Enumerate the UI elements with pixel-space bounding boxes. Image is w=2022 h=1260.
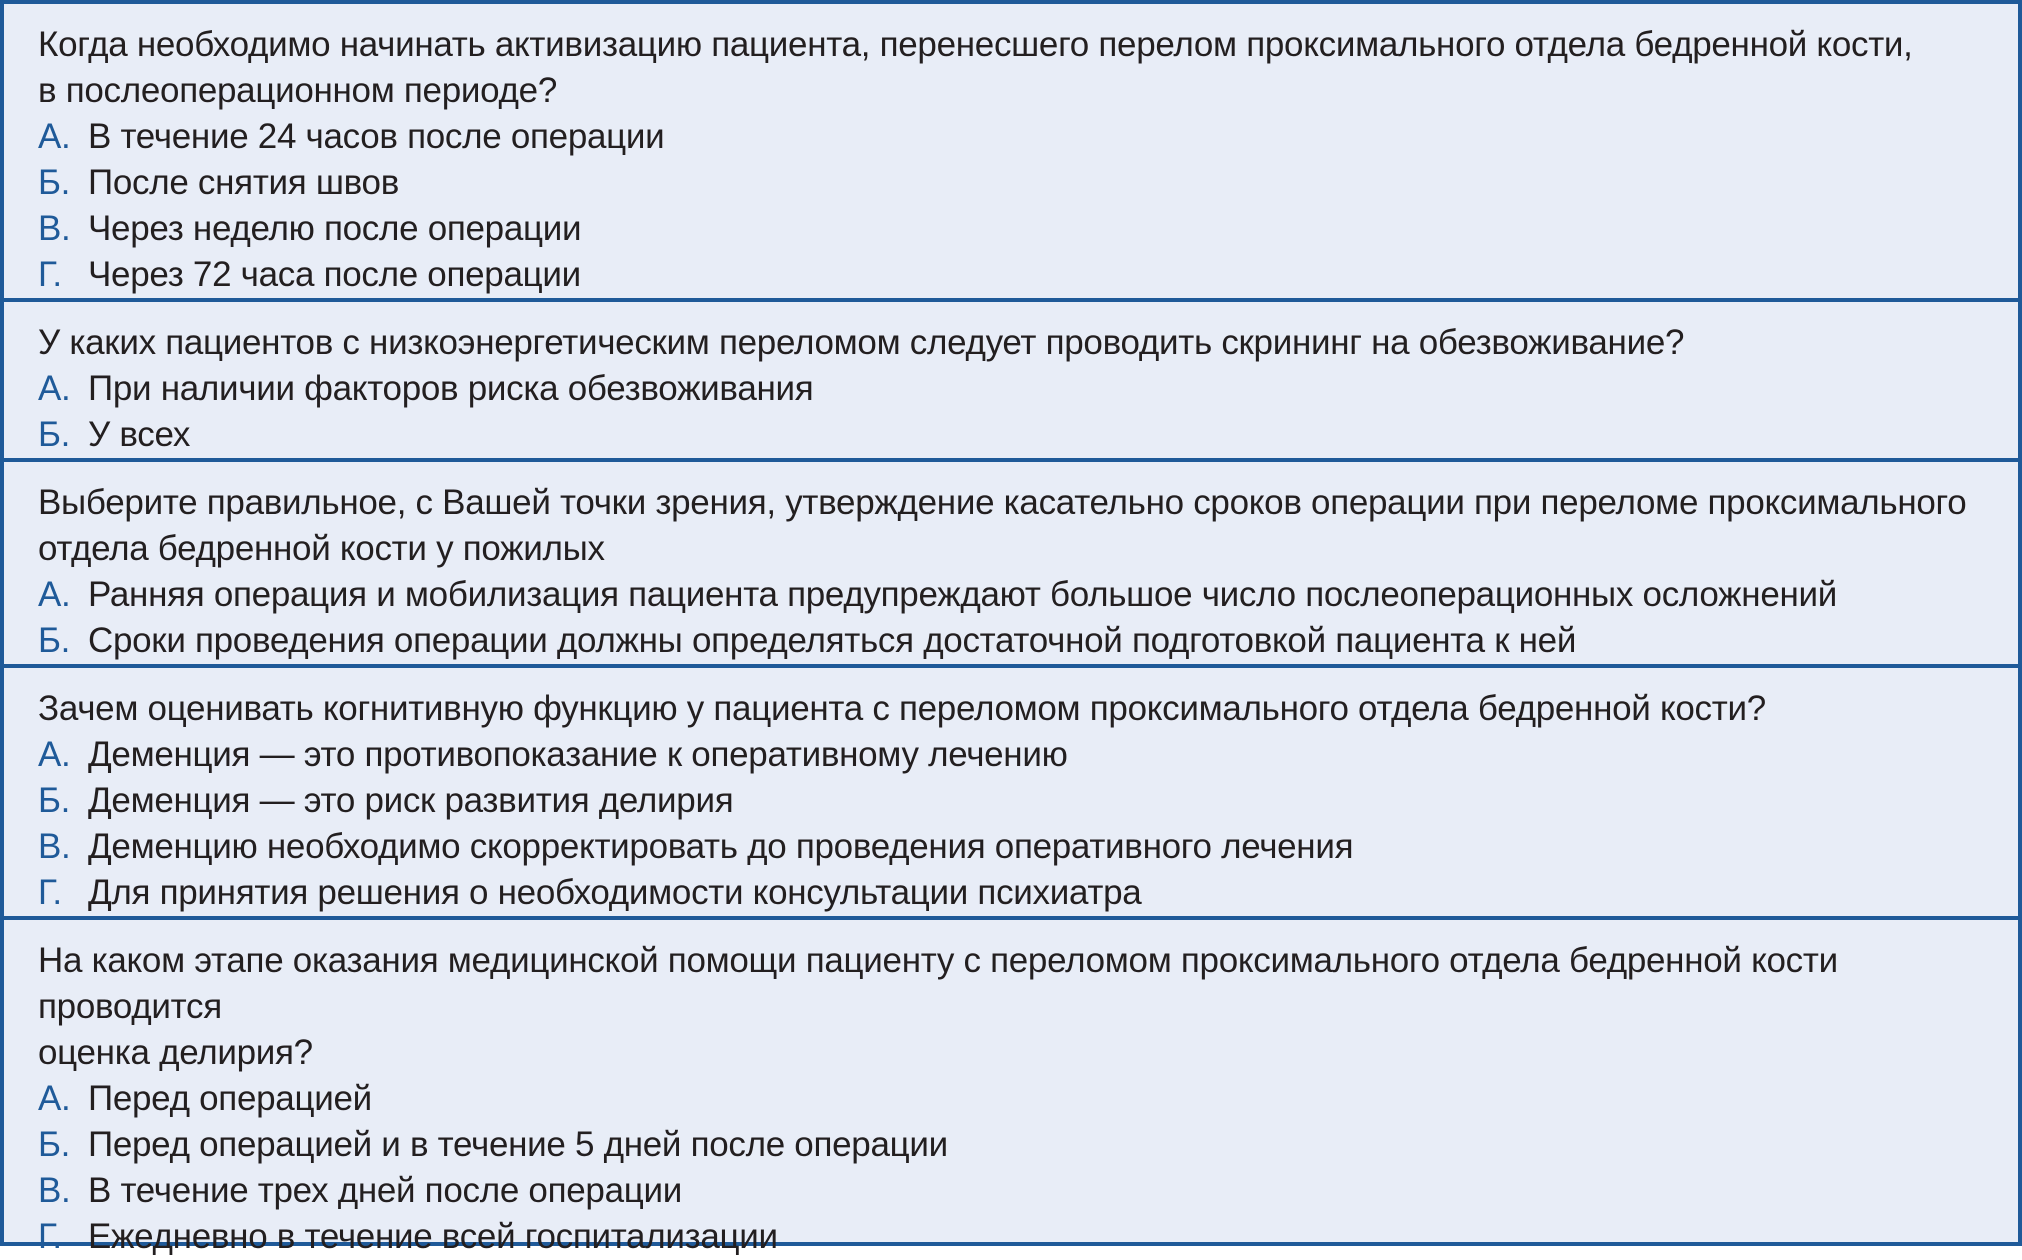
- answer-options: [38, 1076, 1988, 1260]
- option-letter: А.: [38, 369, 71, 408]
- answer-option: [38, 1122, 1988, 1168]
- answer-option: [38, 366, 1988, 412]
- answer-option: [38, 1168, 1988, 1214]
- answer-option: [38, 824, 1988, 870]
- option-letter: А.: [38, 735, 71, 774]
- answer-option: [38, 572, 1988, 618]
- option-text: Деменцию необходимо скорректировать до проведения оперативного лечения: [88, 827, 1354, 866]
- answer-option: [38, 778, 1988, 824]
- option-text: Перед операцией и в течение 5 дней после операции: [88, 1125, 948, 1164]
- answer-options: [38, 114, 1988, 298]
- option-letter: Б.: [38, 1125, 71, 1164]
- question-text: У каких пациентов с низкоэнергетическим переломом следует проводить скрининг на обезвоживание?: [38, 323, 1685, 362]
- option-text: При наличии факторов риска обезвоживания: [88, 369, 814, 408]
- question-text: Зачем оценивать когнитивную функцию у пациента с переломом проксимального отдела бедренной кости?: [38, 689, 1766, 728]
- option-text: Деменция — это риск развития делирия: [88, 781, 734, 820]
- option-letter: А.: [38, 575, 71, 614]
- option-letter: В.: [38, 827, 71, 866]
- question-block-5: [4, 916, 2018, 1260]
- option-letter: А.: [38, 117, 71, 156]
- answer-options: [38, 366, 1988, 458]
- answer-options: [38, 572, 1988, 664]
- option-letter: А.: [38, 1079, 71, 1118]
- answer-option: [38, 870, 1988, 916]
- question-text: Когда необходимо начинать активизацию пациента, перенесшего перелом проксимального отдела бедренной кости, в послеоперационном периоде?: [38, 25, 1913, 110]
- question-text: На каком этапе оказания медицинской помощи пациенту с переломом проксимального отдела бедренной кости проводится оценка делирия?: [38, 941, 1838, 1072]
- option-letter: Б.: [38, 621, 71, 660]
- option-text: В течение трех дней после операции: [88, 1171, 682, 1210]
- option-text: Через неделю после операции: [88, 209, 582, 248]
- option-text: Через 72 часа после операции: [88, 255, 581, 294]
- answer-option: [38, 252, 1988, 298]
- option-letter: Б.: [38, 163, 71, 202]
- option-text: После снятия швов: [88, 163, 400, 202]
- option-text: Ежедневно в течение всей госпитализации: [88, 1217, 778, 1256]
- option-letter: Г.: [38, 873, 62, 912]
- option-text: Для принятия решения о необходимости консультации психиатра: [88, 873, 1142, 912]
- answer-option: [38, 114, 1988, 160]
- answer-option: [38, 732, 1988, 778]
- option-text: Перед операцией: [88, 1079, 372, 1118]
- question-block-4: [4, 664, 2018, 916]
- option-text: У всех: [88, 415, 191, 454]
- question-block-2: [4, 298, 2018, 458]
- option-letter: Г.: [38, 1217, 62, 1256]
- question-text: Выберите правильное, с Вашей точки зрения, утверждение касательно сроков операции при переломе проксимального отдела бедренной кости у пожилых: [38, 483, 1967, 568]
- option-letter: Б.: [38, 781, 71, 820]
- answer-option: [38, 206, 1988, 252]
- answer-option: [38, 412, 1988, 458]
- question-block-3: [4, 458, 2018, 664]
- option-text: Ранняя операция и мобилизация пациента предупреждают большое число послеоперационных осложнений: [88, 575, 1838, 614]
- answer-option: [38, 160, 1988, 206]
- option-text: Сроки проведения операции должны определяться достаточной подготовкой пациента к ней: [88, 621, 1577, 660]
- question-block-1: [4, 4, 2018, 298]
- answer-option: [38, 618, 1988, 664]
- option-letter: В.: [38, 209, 71, 248]
- answer-option: [38, 1214, 1988, 1260]
- answer-options: [38, 732, 1988, 916]
- option-letter: Б.: [38, 415, 71, 454]
- option-text: Деменция — это противопоказание к оперативному лечению: [88, 735, 1068, 774]
- option-letter: Г.: [38, 255, 62, 294]
- option-letter: В.: [38, 1171, 71, 1210]
- answer-option: [38, 1076, 1988, 1122]
- option-text: В течение 24 часов после операции: [88, 117, 665, 156]
